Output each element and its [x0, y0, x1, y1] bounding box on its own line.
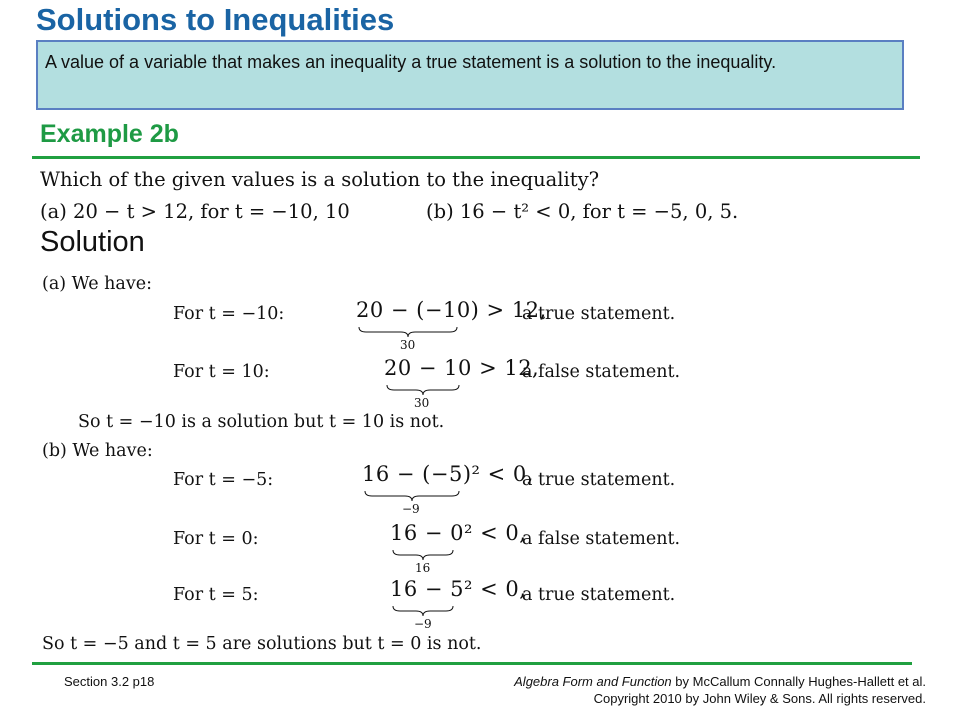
underbrace-value: 30	[414, 396, 430, 410]
part-a-conclusion: So t = −10 is a solution but t = 10 is not.	[78, 412, 445, 432]
row-label: For t = 0:	[173, 529, 259, 549]
authors: by McCallum Connally Hughes-Hallett et al.	[671, 674, 926, 689]
verdict: a false statement.	[522, 362, 681, 382]
underbrace-value: 30	[400, 338, 416, 352]
footer-divider	[32, 662, 912, 665]
verdict: a false statement.	[522, 529, 681, 549]
question-part-b: (b) 16 − t² < 0, for t = −5, 0, 5.	[426, 200, 739, 223]
underbrace-icon	[364, 490, 460, 502]
math-expression: 20 − (−10) > 12, 30	[356, 298, 547, 352]
math-expression: 20 − 10 > 12, 30	[384, 356, 540, 410]
definition-text: A value of a variable that makes an inequality a true statement is a solution to the inequality.	[45, 52, 777, 72]
part-a-intro: (a) We have:	[42, 274, 152, 294]
verdict: a true statement.	[522, 585, 676, 605]
row-label: For t = 5:	[173, 585, 259, 605]
footer-section: Section 3.2 p18	[64, 674, 155, 689]
footer-copyright: Copyright 2010 by John Wiley & Sons. All rights reserved.	[593, 691, 926, 706]
part-b-conclusion: So t = −5 and t = 5 are solutions but t = 0 is not.	[42, 634, 482, 654]
row-label: For t = −5:	[173, 470, 274, 490]
underbrace-value: −9	[402, 502, 420, 516]
math-expression: 16 − 5² < 0, −9	[390, 577, 527, 631]
definition-box	[36, 40, 904, 110]
footer-citation	[514, 674, 926, 689]
solution-heading: Solution	[40, 226, 145, 258]
underbrace-icon	[392, 605, 454, 617]
question-part-a: (a) 20 − t > 12, for t = −10, 10	[40, 200, 350, 223]
example-heading: Example 2b	[40, 120, 179, 148]
underbrace-icon	[392, 549, 454, 561]
question-line: Which of the given values is a solution to the inequality?	[40, 168, 600, 191]
math-expression: 16 − 0² < 0, 16	[390, 521, 527, 575]
book-title: Algebra Form and Function	[514, 674, 672, 689]
underbrace-icon	[386, 384, 460, 396]
underbrace-value: 16	[415, 561, 431, 575]
verdict: a true statement.	[522, 304, 676, 324]
example-divider	[32, 156, 920, 159]
math-expression: 16 − (−5)² < 0, −9	[362, 462, 534, 516]
verdict: a true statement.	[522, 470, 676, 490]
underbrace-value: −9	[414, 617, 432, 631]
row-label: For t = −10:	[173, 304, 285, 324]
underbrace-icon	[358, 326, 458, 338]
part-b-intro: (b) We have:	[42, 441, 153, 461]
page-title: Solutions to Inequalities	[36, 2, 395, 37]
row-label: For t = 10:	[173, 362, 270, 382]
